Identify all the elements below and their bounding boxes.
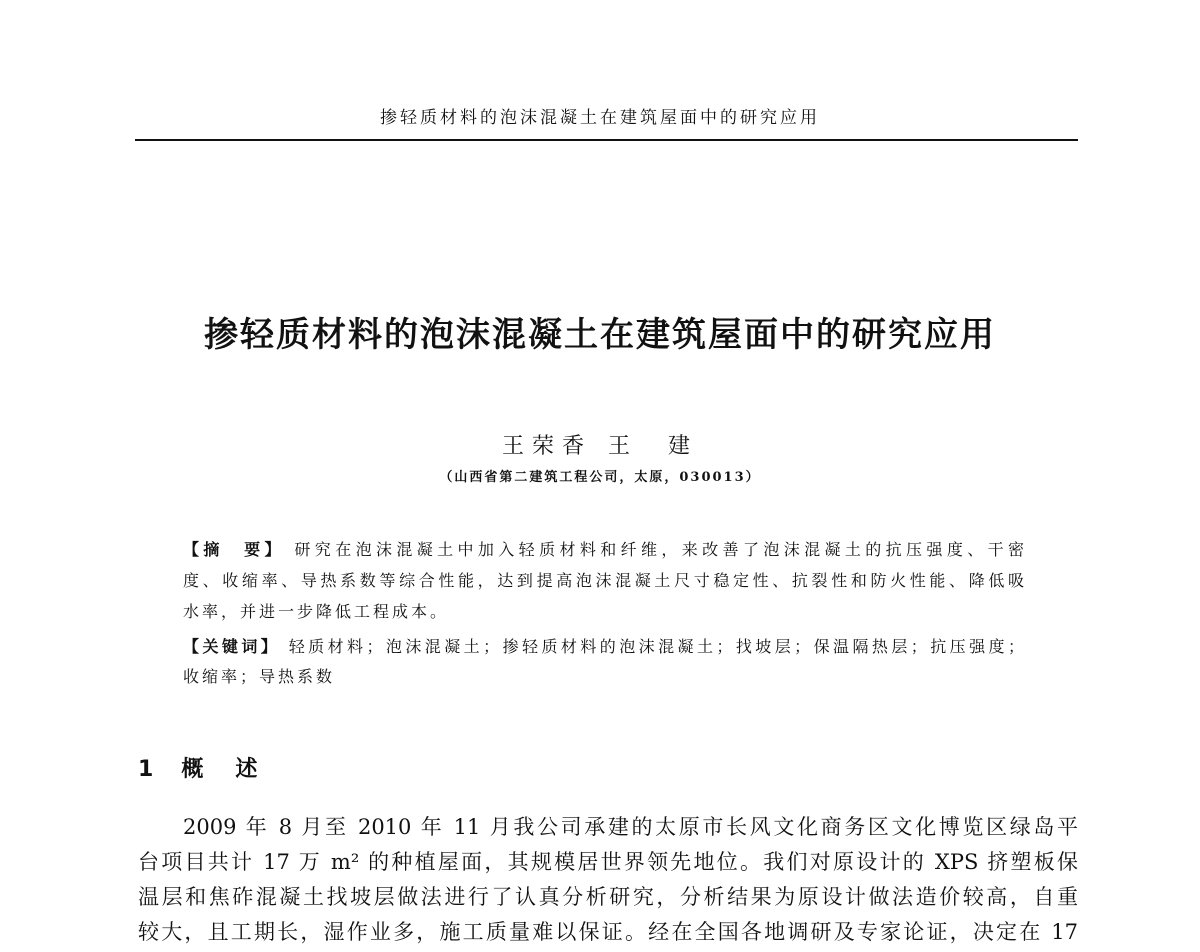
section-title: 概 述: [181, 757, 263, 782]
body-text-line: 较大，且工期长，湿作业多，施工质量难以保证。经在全国各地调研及专家论证，决定在 17: [138, 920, 1078, 944]
running-header: 掺轻质材料的泡沫混凝土在建筑屋面中的研究应用: [380, 108, 820, 128]
body-text-line: 2009 年 8 月至 2010 年 11 月我公司承建的太原市长风文化商务区文化博览区绿岛平: [183, 815, 1078, 839]
section-number: 1: [138, 757, 154, 782]
section-heading: [138, 756, 262, 784]
authors: [0, 433, 1200, 461]
abstract-label: 【摘 要】: [183, 540, 285, 559]
keywords-line: [183, 632, 1025, 662]
header-rule: [135, 139, 1078, 141]
body-text-line: 温层和焦砟混凝土找坡层做法进行了认真分析研究，分析结果为原设计做法造价较高，自重: [138, 885, 1078, 909]
keywords-line: 收缩率；导热系数: [183, 667, 336, 686]
abstract-line: [183, 534, 1025, 565]
abstract-line: 水率，并进一步降低工程成本。: [183, 602, 450, 621]
author-name: 王荣香: [501, 434, 592, 459]
paper-title: 掺轻质材料的泡沫混凝土在建筑屋面中的研究应用: [204, 315, 996, 355]
affiliation: （山西省第二建筑工程公司，太原，030013）: [439, 470, 761, 485]
keywords-label: 【关键词】: [183, 637, 281, 656]
abstract-line: 度、收缩率、导热系数等综合性能，达到提高泡沫混凝土尺寸稳定性、抗裂性和防火性能、降低吸: [183, 571, 1025, 590]
abstract-text: 研究在泡沫混凝土中加入轻质材料和纤维，来改善了泡沫混凝土的抗压强度、干密: [294, 540, 1025, 559]
body-text-line: 台项目共计 17 万 m² 的种植屋面，其规模居世界领先地位。我们对原设计的 XPS 挤塑板保: [138, 850, 1078, 874]
author-name: 王 建: [608, 434, 699, 459]
keywords-text: 轻质材料；泡沫混凝土；掺轻质材料的泡沫混凝土；找坡层；保温隔热层；抗压强度；: [288, 637, 1025, 656]
